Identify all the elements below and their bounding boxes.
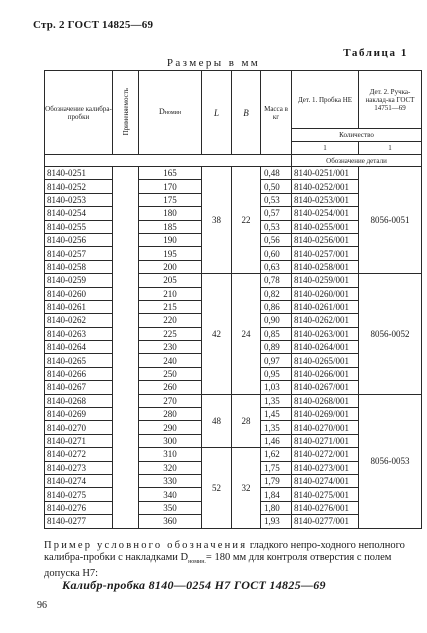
header-qty1: 1: [292, 142, 359, 155]
table-row: [45, 394, 422, 407]
spec-table: [44, 70, 422, 529]
row-part: 8140-0262/001: [292, 314, 359, 327]
group-l: 48: [202, 394, 232, 448]
row-code: 8140-0262: [45, 314, 113, 327]
row-code: 8140-0265: [45, 354, 113, 367]
row-d-nom: 260: [139, 381, 202, 394]
group-l: 38: [202, 167, 232, 274]
example-text-sub: номин.: [188, 559, 206, 566]
row-code: 8140-0272: [45, 448, 113, 461]
row-part: 8140-0252/001: [292, 180, 359, 193]
header-part1: Дет. 1. Пробка НЕ: [292, 71, 359, 129]
row-mass: 1,35: [261, 394, 292, 407]
table-label: Таблица 1: [343, 47, 408, 59]
row-mass: 1,35: [261, 421, 292, 434]
header-part-designation: Обозначение детали: [292, 155, 422, 167]
row-part: 8140-0266/001: [292, 367, 359, 380]
row-part: 8140-0261/001: [292, 300, 359, 313]
row-part: 8140-0256/001: [292, 233, 359, 246]
row-mass: 0,82: [261, 287, 292, 300]
group-b: 22: [232, 167, 261, 274]
row-d-nom: 240: [139, 354, 202, 367]
row-d-nom: 280: [139, 408, 202, 421]
designation-example: Калибр-пробка 8140—0254 H7 ГОСТ 14825—69: [62, 578, 326, 592]
example-paragraph: [44, 540, 410, 580]
row-d-nom: 330: [139, 474, 202, 487]
row-d-nom: 225: [139, 327, 202, 340]
row-mass: 1,03: [261, 381, 292, 394]
header-designation: Обозначение калибра-пробки: [45, 71, 113, 155]
row-d-nom: 360: [139, 515, 202, 528]
group-b: 28: [232, 394, 261, 448]
row-mass: 0,85: [261, 327, 292, 340]
row-code: 8140-0263: [45, 327, 113, 340]
row-d-nom: 195: [139, 247, 202, 260]
row-code: 8140-0267: [45, 381, 113, 394]
row-mass: 0,86: [261, 300, 292, 313]
example-text-a: гладкого непро-ходного неполного калибра-пробки с накладками D: [44, 540, 405, 563]
row-code: 8140-0255: [45, 220, 113, 233]
row-code: 8140-0274: [45, 474, 113, 487]
row-part: 8140-0270/001: [292, 421, 359, 434]
row-part: 8140-0254/001: [292, 207, 359, 220]
header-qty2: 1: [359, 142, 422, 155]
header-quantity: Количество: [292, 129, 422, 142]
row-part: 8140-0271/001: [292, 434, 359, 447]
table-row: [45, 274, 422, 287]
row-part: 8140-0251/001: [292, 167, 359, 180]
row-code: 8140-0271: [45, 434, 113, 447]
row-d-nom: 175: [139, 193, 202, 206]
row-d-nom: 200: [139, 260, 202, 273]
header-d-nom: Dномин: [139, 71, 202, 155]
row-part: 8140-0267/001: [292, 381, 359, 394]
row-d-nom: 320: [139, 461, 202, 474]
row-d-nom: 310: [139, 448, 202, 461]
row-d-nom: 300: [139, 434, 202, 447]
row-d-nom: 205: [139, 274, 202, 287]
row-d-nom: 210: [139, 287, 202, 300]
row-part: 8140-0274/001: [292, 474, 359, 487]
row-d-nom: 215: [139, 300, 202, 313]
row-d-nom: 250: [139, 367, 202, 380]
row-d-nom: 185: [139, 220, 202, 233]
row-mass: 0,89: [261, 341, 292, 354]
row-part: 8140-0255/001: [292, 220, 359, 233]
group-handle: 8056-0051: [359, 167, 422, 274]
row-part: 8140-0253/001: [292, 193, 359, 206]
header-applicability: Применяемость: [113, 71, 139, 155]
table-row: [45, 167, 422, 180]
row-part: 8140-0268/001: [292, 394, 359, 407]
row-d-nom: 190: [139, 233, 202, 246]
row-d-nom: 170: [139, 180, 202, 193]
row-mass: 1,45: [261, 408, 292, 421]
row-mass: 0,63: [261, 260, 292, 273]
row-code: 8140-0275: [45, 488, 113, 501]
row-part: 8140-0264/001: [292, 341, 359, 354]
row-code: 8140-0253: [45, 193, 113, 206]
row-mass: 1,62: [261, 448, 292, 461]
row-d-nom: 290: [139, 421, 202, 434]
row-d-nom: 340: [139, 488, 202, 501]
applicability-cell: [113, 167, 139, 529]
example-text-b: = 180 мм для контроля отверстия с полем допуска H7:: [44, 552, 392, 580]
row-d-nom: 230: [139, 341, 202, 354]
row-code: 8140-0256: [45, 233, 113, 246]
row-mass: 0,90: [261, 314, 292, 327]
group-l: 42: [202, 274, 232, 395]
group-l: 52: [202, 448, 232, 528]
row-d-nom: 165: [139, 167, 202, 180]
row-d-nom: 350: [139, 501, 202, 514]
row-mass: 1,79: [261, 474, 292, 487]
header-b: B: [232, 71, 261, 155]
example-title: Пример условного обозначения: [44, 540, 248, 551]
row-code: 8140-0260: [45, 287, 113, 300]
row-part: 8140-0269/001: [292, 408, 359, 421]
row-part: 8140-0257/001: [292, 247, 359, 260]
row-code: 8140-0276: [45, 501, 113, 514]
row-mass: 0,56: [261, 233, 292, 246]
row-d-nom: 220: [139, 314, 202, 327]
row-mass: 1,75: [261, 461, 292, 474]
row-code: 8140-0264: [45, 341, 113, 354]
header-spacer: [45, 155, 292, 167]
row-d-nom: 180: [139, 207, 202, 220]
row-part: 8140-0273/001: [292, 461, 359, 474]
row-code: 8140-0258: [45, 260, 113, 273]
row-mass: 0,53: [261, 193, 292, 206]
row-mass: 0,57: [261, 207, 292, 220]
row-part: 8140-0263/001: [292, 327, 359, 340]
group-b: 24: [232, 274, 261, 395]
row-part: 8140-0275/001: [292, 488, 359, 501]
row-code: 8140-0266: [45, 367, 113, 380]
row-part: 8140-0265/001: [292, 354, 359, 367]
group-handle: 8056-0052: [359, 274, 422, 395]
row-code: 8140-0254: [45, 207, 113, 220]
header-l: L: [202, 71, 232, 155]
row-mass: 0,53: [261, 220, 292, 233]
row-part: 8140-0276/001: [292, 501, 359, 514]
group-handle: 8056-0053: [359, 394, 422, 528]
row-mass: 1,80: [261, 501, 292, 514]
row-mass: 0,50: [261, 180, 292, 193]
row-code: 8140-0251: [45, 167, 113, 180]
row-part: 8140-0272/001: [292, 448, 359, 461]
page-header: Стр. 2 ГОСТ 14825—69: [33, 19, 154, 31]
dimensions-note: Размеры в мм: [166, 57, 261, 69]
row-d-nom: 270: [139, 394, 202, 407]
row-part: 8140-0258/001: [292, 260, 359, 273]
row-mass: 0,95: [261, 367, 292, 380]
row-part: 8140-0260/001: [292, 287, 359, 300]
row-code: 8140-0259: [45, 274, 113, 287]
row-code: 8140-0269: [45, 408, 113, 421]
row-part: 8140-0259/001: [292, 274, 359, 287]
row-mass: 0,78: [261, 274, 292, 287]
row-code: 8140-0261: [45, 300, 113, 313]
row-code: 8140-0270: [45, 421, 113, 434]
row-mass: 0,60: [261, 247, 292, 260]
row-mass: 1,93: [261, 515, 292, 528]
row-code: 8140-0268: [45, 394, 113, 407]
row-part: 8140-0277/001: [292, 515, 359, 528]
group-b: 32: [232, 448, 261, 528]
row-code: 8140-0252: [45, 180, 113, 193]
row-code: 8140-0277: [45, 515, 113, 528]
row-mass: 1,84: [261, 488, 292, 501]
row-code: 8140-0273: [45, 461, 113, 474]
page-number: 96: [37, 600, 47, 611]
row-code: 8140-0257: [45, 247, 113, 260]
row-mass: 1,46: [261, 434, 292, 447]
header-mass: Масса в кг: [261, 71, 292, 155]
row-mass: 0,97: [261, 354, 292, 367]
row-mass: 0,48: [261, 167, 292, 180]
header-part2: Дет. 2. Ручка-наклад-ка ГОСТ 14751—69: [359, 71, 422, 129]
